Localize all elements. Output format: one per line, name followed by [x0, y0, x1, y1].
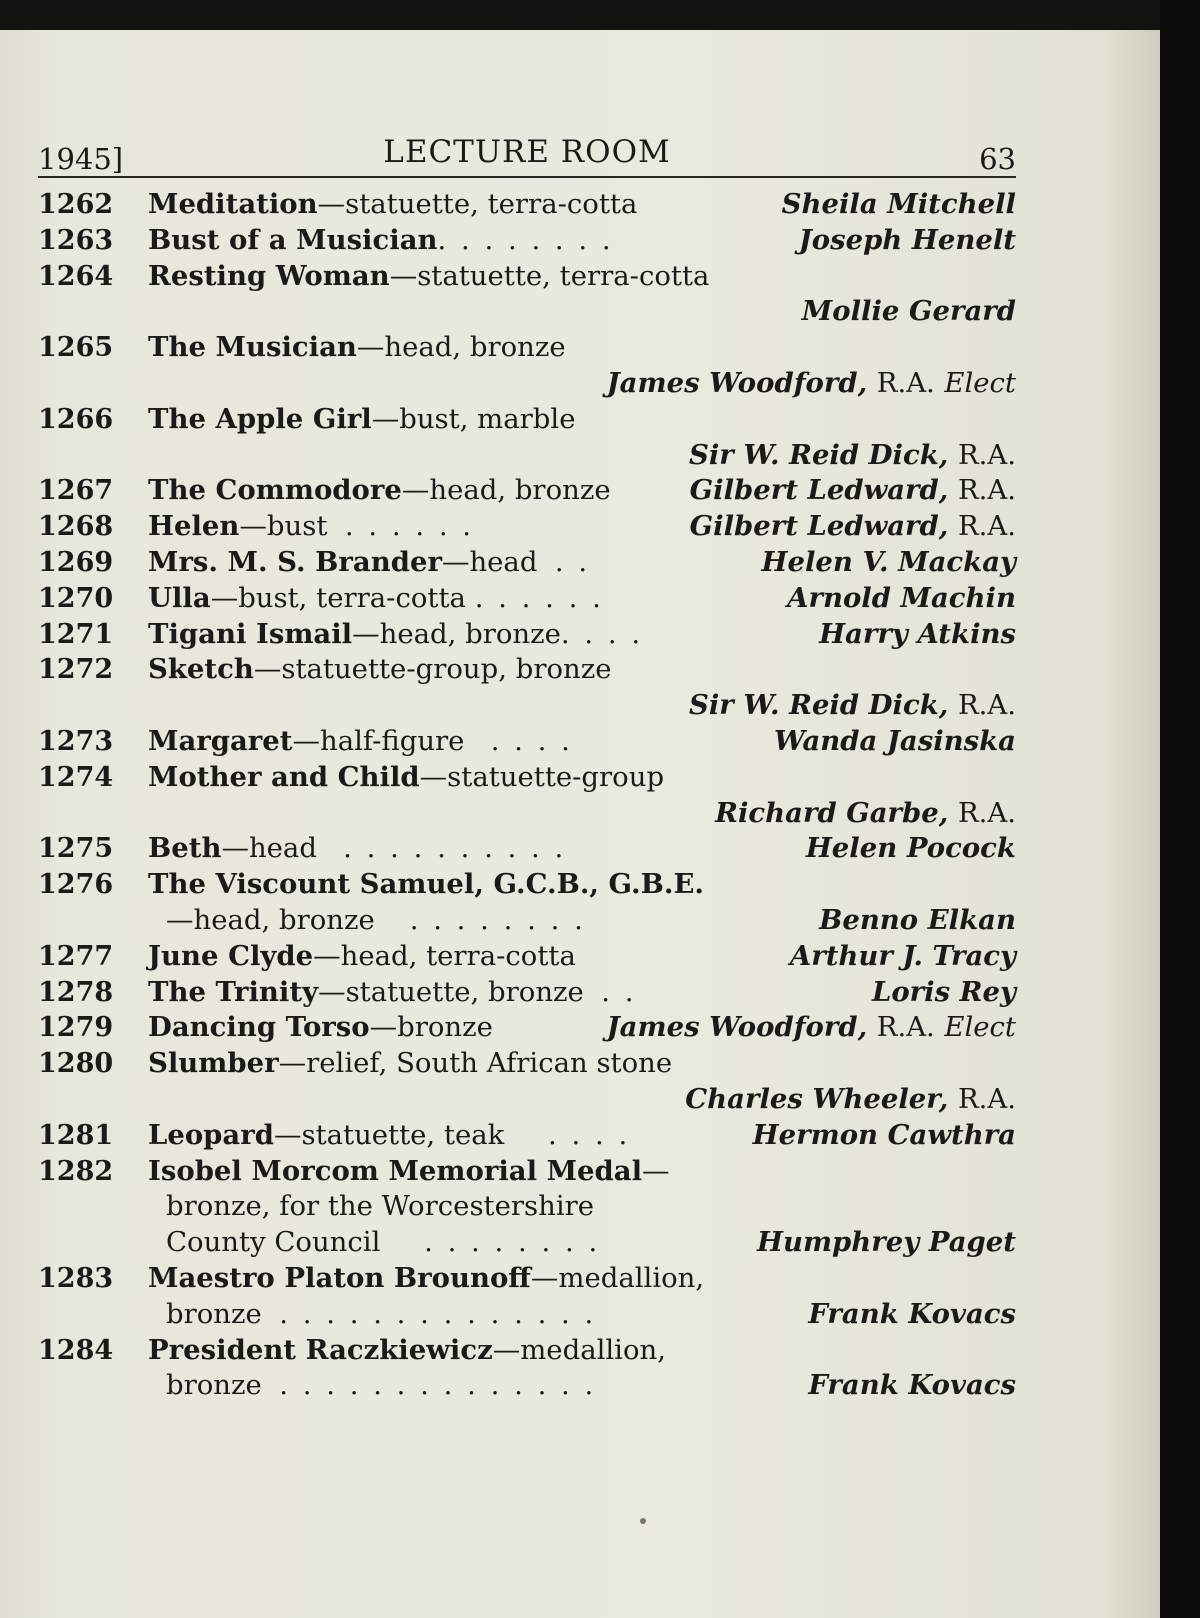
entry-1268: [38, 509, 1016, 545]
artist-honour: R.A.: [957, 474, 1016, 507]
entry-1272: [38, 652, 1016, 688]
entry-description: [148, 617, 643, 653]
entry-medium: —head: [441, 545, 538, 578]
entry-description: [148, 939, 576, 975]
entry-1280-artist-line: [38, 1082, 1016, 1118]
entry-medium: —statuette, terra-cotta: [317, 188, 638, 220]
dot-leader: . . . .: [560, 617, 644, 650]
entry-title: Sketch: [148, 653, 254, 686]
entry-artist: Sheila Mitchell: [781, 188, 1016, 220]
entry-title: Meditation: [148, 188, 318, 220]
entry-description-continued: bronze, for the Worcestershire: [166, 1190, 595, 1223]
entry-description: [148, 1154, 670, 1190]
entry-number: 1265: [38, 332, 114, 364]
entry-medium: —bronze: [369, 1011, 493, 1044]
entry-1267: [38, 473, 1016, 509]
entry-medium: —head, bronze: [356, 331, 566, 364]
entry-title: Mrs. M. S. Brander: [148, 545, 442, 578]
entry-description: [148, 1261, 704, 1297]
entry-title: The Musician: [148, 331, 357, 364]
entry-1280: [38, 1046, 1016, 1082]
entry-description: [148, 1010, 493, 1046]
entry-medium: —medallion,: [530, 1261, 705, 1294]
entry-number: 1270: [38, 582, 114, 614]
entry-artist: [689, 438, 1016, 474]
entry-description: [148, 1118, 630, 1154]
entry-medium: —statuette, teak: [273, 1118, 505, 1151]
entry-1276: [38, 867, 1016, 903]
entry-1282-continuation-2: [38, 1225, 1016, 1261]
entry-title: Leopard: [148, 1118, 274, 1151]
header-year: 1945]: [38, 142, 124, 176]
entry-description-continued: [166, 1297, 596, 1333]
artist-name: James Woodford,: [606, 1011, 868, 1044]
entry-1270: [38, 581, 1016, 617]
entry-title: The Viscount Samuel, G.C.B., G.B.E.: [148, 868, 704, 901]
entry-medium: bronze: [166, 1297, 262, 1330]
artist-name: Sir W. Reid Dick,: [688, 689, 949, 722]
entry-title: The Apple Girl: [148, 402, 372, 435]
entry-number: 1277: [38, 940, 114, 972]
entry-title: Dancing Torso: [148, 1011, 370, 1044]
artist-honour: R.A.: [957, 1082, 1016, 1115]
dot-leader: . . . . . . . . . .: [343, 832, 567, 865]
entry-1275: [38, 831, 1016, 867]
artist-honour: R.A.: [876, 366, 935, 399]
entry-title: Tigani Ismail: [148, 617, 353, 650]
entry-title: Beth: [148, 832, 222, 865]
entry-number: 1262: [38, 189, 114, 220]
entry-artist: [689, 688, 1016, 724]
entry-description: [148, 831, 566, 867]
entry-1282-continuation: [38, 1189, 1016, 1225]
entry-medium: —half-figure: [292, 724, 465, 757]
entry-description: [148, 187, 637, 223]
artist-name: Charles Wheeler,: [685, 1082, 949, 1115]
entry-artist: [607, 366, 1016, 402]
artist-honour: R.A.: [876, 1011, 935, 1044]
header-rule: [38, 176, 1016, 178]
dot-leader: . . . . . .: [474, 581, 604, 614]
dot-leader: . . . . . . . .: [437, 223, 614, 256]
dot-leader: . .: [554, 545, 591, 578]
dot-leader: . . . . . . . .: [409, 903, 586, 936]
artist-name: Sir W. Reid Dick,: [688, 438, 949, 471]
entry-number: 1281: [38, 1119, 114, 1151]
entry-description-continued: [166, 1225, 600, 1261]
entry-artist: Arnold Machin: [787, 581, 1016, 614]
entry-1266: [38, 402, 1016, 438]
page-number: 63: [979, 142, 1016, 176]
entry-number: 1269: [38, 546, 114, 578]
entry-number: 1273: [38, 725, 114, 757]
entry-1265-artist-line: [38, 366, 1016, 402]
entry-title: Ulla: [148, 581, 211, 614]
entry-artist: Humphrey Paget: [756, 1226, 1016, 1259]
entry-description: [148, 1046, 672, 1082]
entry-description: [148, 402, 575, 438]
entry-number: 1283: [38, 1262, 114, 1294]
entry-1282: [38, 1154, 1016, 1190]
entry-title: Bust of a Musician: [148, 223, 438, 256]
entry-medium: —head, terra-cotta: [313, 939, 576, 972]
page-title: LECTURE ROOM: [383, 134, 671, 170]
entry-number: 1272: [38, 654, 114, 686]
entry-title: The Trinity: [148, 975, 319, 1008]
entry-artist: [685, 1082, 1016, 1118]
entry-medium: —medallion,: [492, 1333, 666, 1366]
entry-description: [148, 509, 474, 545]
entry-artist: Benno Elkan: [819, 903, 1016, 936]
entry-1264: [38, 259, 1016, 295]
entry-number: 1282: [38, 1155, 114, 1187]
entry-artist: Arthur J. Tracy: [789, 939, 1016, 972]
catalogue-page: [0, 30, 1160, 1618]
entry-title: Helen: [148, 510, 240, 543]
entry-1272-artist-line: [38, 688, 1016, 724]
entry-title: Slumber: [148, 1047, 279, 1080]
dot-leader: . . . . . . . . . . . . . .: [279, 1369, 597, 1402]
artist-honour: R.A.: [957, 796, 1016, 829]
dot-leader: . . . .: [490, 724, 573, 757]
paper-speck: [640, 1518, 646, 1524]
entry-number: 1280: [38, 1048, 114, 1080]
entry-description: [148, 724, 573, 760]
entry-title: Margaret: [148, 724, 293, 757]
entry-1266-artist-line: [38, 438, 1016, 474]
entry-description-continued: [166, 903, 586, 939]
entry-artist: Loris Rey: [872, 975, 1016, 1008]
page-header: [38, 120, 1016, 176]
entry-1274-artist-line: [38, 796, 1016, 832]
entry-artist: Helen Pocock: [805, 832, 1016, 865]
entry-number: 1278: [38, 976, 114, 1008]
entry-title: President Raczkiewicz: [148, 1333, 493, 1366]
entry-artist: [715, 796, 1016, 832]
entry-medium: —statuette, bronze: [318, 975, 584, 1008]
entry-artist: Mollie Gerard: [801, 295, 1016, 328]
entry-commission: County Council: [166, 1226, 381, 1259]
entry-number: 1271: [38, 618, 114, 650]
entry-artist: Frank Kovacs: [808, 1369, 1016, 1402]
entry-description: [148, 545, 590, 581]
entry-description: [148, 223, 614, 259]
entry-medium: —statuette, terra-cotta: [389, 259, 710, 292]
entry-1274: [38, 760, 1016, 796]
entry-artist: [690, 509, 1016, 545]
entry-medium: —head, bronze: [352, 617, 561, 650]
artist-honour-elect: Elect: [944, 366, 1016, 399]
entry-medium: —bust, marble: [371, 402, 576, 435]
entry-number: 1267: [38, 475, 114, 507]
artist-name: Gilbert Ledward,: [689, 474, 949, 507]
artist-honour: R.A.: [957, 689, 1016, 722]
entry-description: [148, 760, 664, 796]
entry-title: The Commodore: [148, 474, 402, 507]
entry-1279: [38, 1010, 1016, 1046]
artist-name: James Woodford,: [606, 366, 868, 399]
entry-title: Isobel Morcom Memorial Medal: [148, 1154, 643, 1187]
entry-description-continued: [166, 1368, 596, 1404]
entry-number: 1279: [38, 1012, 114, 1044]
entry-medium: —head, bronze: [166, 903, 375, 936]
entry-1273: [38, 724, 1016, 760]
entry-title: Maestro Platon Brounoff: [148, 1261, 531, 1294]
entry-1271: [38, 617, 1016, 653]
entry-number: 1284: [38, 1334, 114, 1366]
exhibit-list: [38, 187, 1016, 1404]
entry-number: 1264: [38, 260, 114, 292]
entry-1277: [38, 939, 1016, 975]
entry-1263: [38, 223, 1016, 259]
entry-1283-continuation: [38, 1297, 1016, 1333]
artist-name: Richard Garbe,: [715, 796, 949, 829]
entry-description: [148, 975, 637, 1011]
entry-number: 1276: [38, 869, 114, 901]
entry-1284: [38, 1333, 1016, 1369]
entry-title: Mother and Child: [148, 760, 420, 793]
entry-1269: [38, 545, 1016, 581]
entry-1283: [38, 1261, 1016, 1297]
entry-title: June Clyde: [148, 939, 314, 972]
entry-medium: —relief, South African stone: [278, 1047, 673, 1080]
entry-1278: [38, 975, 1016, 1011]
entry-artist: Joseph Henelt: [798, 223, 1016, 256]
entry-1276-continuation: [38, 903, 1016, 939]
entry-description: [148, 1333, 666, 1369]
entry-number: 1268: [38, 511, 114, 543]
dot-leader: . . . . . . . .: [424, 1226, 601, 1259]
entry-number: 1274: [38, 761, 114, 793]
entry-description: [148, 330, 566, 366]
entry-artist: [607, 1010, 1016, 1046]
dot-leader: . . . .: [548, 1118, 631, 1151]
entry-medium: —head: [221, 832, 317, 865]
entry-number: 1275: [38, 833, 114, 865]
artist-honour: R.A.: [957, 510, 1016, 543]
entry-medium: —bust: [239, 510, 328, 543]
entry-description: [148, 652, 612, 688]
entry-title: Resting Woman: [148, 259, 390, 292]
entry-artist: Harry Atkins: [819, 617, 1016, 650]
entry-1265: [38, 330, 1016, 366]
entry-artist: Wanda Jasinska: [773, 724, 1016, 757]
entry-description: [148, 581, 604, 617]
artist-honour-elect: Elect: [944, 1011, 1016, 1044]
entry-medium: bronze: [166, 1369, 262, 1402]
entry-1264-artist-line: [38, 294, 1016, 330]
scan-background: [1160, 0, 1200, 1618]
dot-leader: . . . . . .: [344, 510, 475, 543]
entry-medium: —: [642, 1154, 670, 1187]
entry-medium: —statuette-group, bronze: [253, 653, 612, 686]
entry-description: [148, 473, 611, 509]
entry-medium: —head, bronze: [401, 474, 611, 507]
dot-leader: . .: [601, 975, 637, 1008]
entry-number: 1263: [38, 224, 114, 256]
entry-medium: —statuette-group: [419, 760, 665, 793]
entry-artist: [690, 473, 1016, 509]
entry-artist: Hermon Cawthra: [752, 1118, 1016, 1151]
entry-artist: Frank Kovacs: [808, 1297, 1016, 1330]
entry-description: [148, 259, 709, 295]
entry-artist: Helen V. Mackay: [761, 545, 1016, 578]
entry-number: 1266: [38, 403, 114, 435]
dot-leader: . . . . . . . . . . . . . .: [279, 1297, 597, 1330]
artist-honour: R.A.: [957, 438, 1016, 471]
entry-medium: —bust, terra-cotta: [210, 581, 466, 614]
entry-1281: [38, 1118, 1016, 1154]
entry-1262: [38, 187, 1016, 223]
artist-name: Gilbert Ledward,: [689, 510, 949, 543]
entry-1284-continuation: [38, 1368, 1016, 1404]
entry-description: [148, 867, 704, 903]
